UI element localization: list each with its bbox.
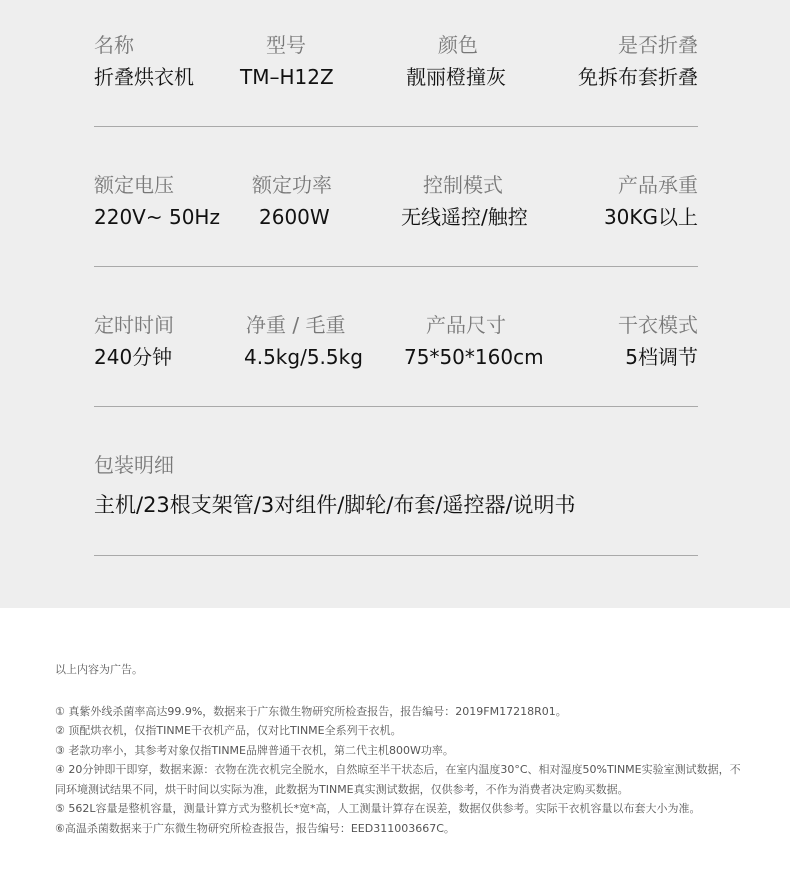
spec-label: 净重 / 毛重	[246, 313, 346, 337]
divider	[94, 126, 698, 127]
spec-row-3	[94, 312, 698, 392]
spec-item-power	[252, 172, 332, 230]
spec-item-timer	[94, 312, 174, 370]
note-item: ⑤ 562L容量是整机容量，测量计算方式为整机长*宽*高，人工测量计算存在误差，数据仅供参考。实际干衣机容量以布套大小为准。	[55, 802, 701, 815]
spec-value: 2600W	[259, 205, 330, 229]
spec-value: 免拆布套折叠	[578, 65, 698, 89]
divider	[94, 266, 698, 267]
spec-item-model	[240, 32, 420, 90]
spec-item-name	[94, 32, 194, 90]
spec-item-dry-mode	[618, 312, 698, 370]
spec-label: 是否折叠	[618, 33, 698, 57]
spec-value: 4.5kg/5.5kg	[244, 345, 363, 369]
spec-item-color	[406, 32, 506, 90]
spec-value: 220V~ 50Hz	[94, 205, 220, 229]
spec-label: 控制模式	[423, 173, 503, 197]
spec-value: 30KG以上	[603, 205, 698, 229]
spec-label: 包装明细	[94, 453, 174, 477]
spec-row-1	[94, 32, 698, 112]
spec-label: 额定功率	[252, 173, 332, 197]
divider	[94, 406, 698, 407]
note-item: ① 真紫外线杀菌率高达99.9%，数据来于广东微生物研究所检查报告，报告编号：2019FM17218R01。	[55, 704, 567, 718]
note-item: ⑥高温杀菌数据来于广东微生物研究所检查报告，报告编号：EED311003667C。	[55, 821, 455, 835]
spec-item-foldable	[578, 32, 698, 90]
spec-value: 主机/23根支架管/3对组件/脚轮/布套/遥控器/说明书	[94, 493, 576, 517]
spec-label: 产品尺寸	[426, 313, 506, 337]
spec-item-load	[604, 172, 698, 230]
spec-item-size	[404, 312, 544, 370]
spec-row-2	[94, 172, 698, 252]
spec-value: 无线遥控/触控	[401, 205, 528, 229]
spec-item-voltage	[94, 172, 220, 230]
spec-label: 定时时间	[94, 313, 174, 337]
spec-item-package	[94, 452, 698, 518]
spec-item-control	[401, 172, 528, 230]
spec-label: 产品承重	[618, 173, 698, 197]
disclaimer-notes	[55, 660, 745, 838]
spec-item-weight	[244, 312, 363, 370]
spec-value: TM–H12Z	[240, 65, 334, 89]
spec-label: 型号	[266, 33, 306, 57]
spec-value: 折叠烘衣机	[94, 65, 194, 89]
divider	[94, 555, 698, 556]
spec-value: 5档调节	[625, 345, 698, 369]
spec-value: 240分钟	[94, 345, 173, 369]
note-item: ③ 老款功率小，其参考对象仅指TINME品牌普通干衣机，第二代主机800W功率。	[55, 743, 454, 757]
ad-notice: 以上内容为广告。	[55, 663, 143, 676]
spec-label: 干衣模式	[618, 313, 698, 337]
spec-value: 靓丽橙撞灰	[406, 65, 506, 89]
note-item: ④ 20分钟即干即穿，数据来源：衣物在洗衣机完全脱水，自然晾至半干状态后，在室内温度30°C、相对湿度50%TINME实验室测试数据，不同环境测试结果不同，烘干时间以实际为准，此数据为TINME真实测试数据，仅供参考，不作为消费者决定购买数据。	[55, 763, 741, 796]
spec-label: 颜色	[438, 33, 478, 57]
note-item: ② 顶配烘衣机，仅指TINME干衣机产品，仅对比TINME全系列干衣机。	[55, 724, 402, 737]
spec-label: 额定电压	[94, 173, 174, 197]
spec-value: 75*50*160cm	[404, 345, 544, 369]
spec-label: 名称	[94, 33, 134, 57]
